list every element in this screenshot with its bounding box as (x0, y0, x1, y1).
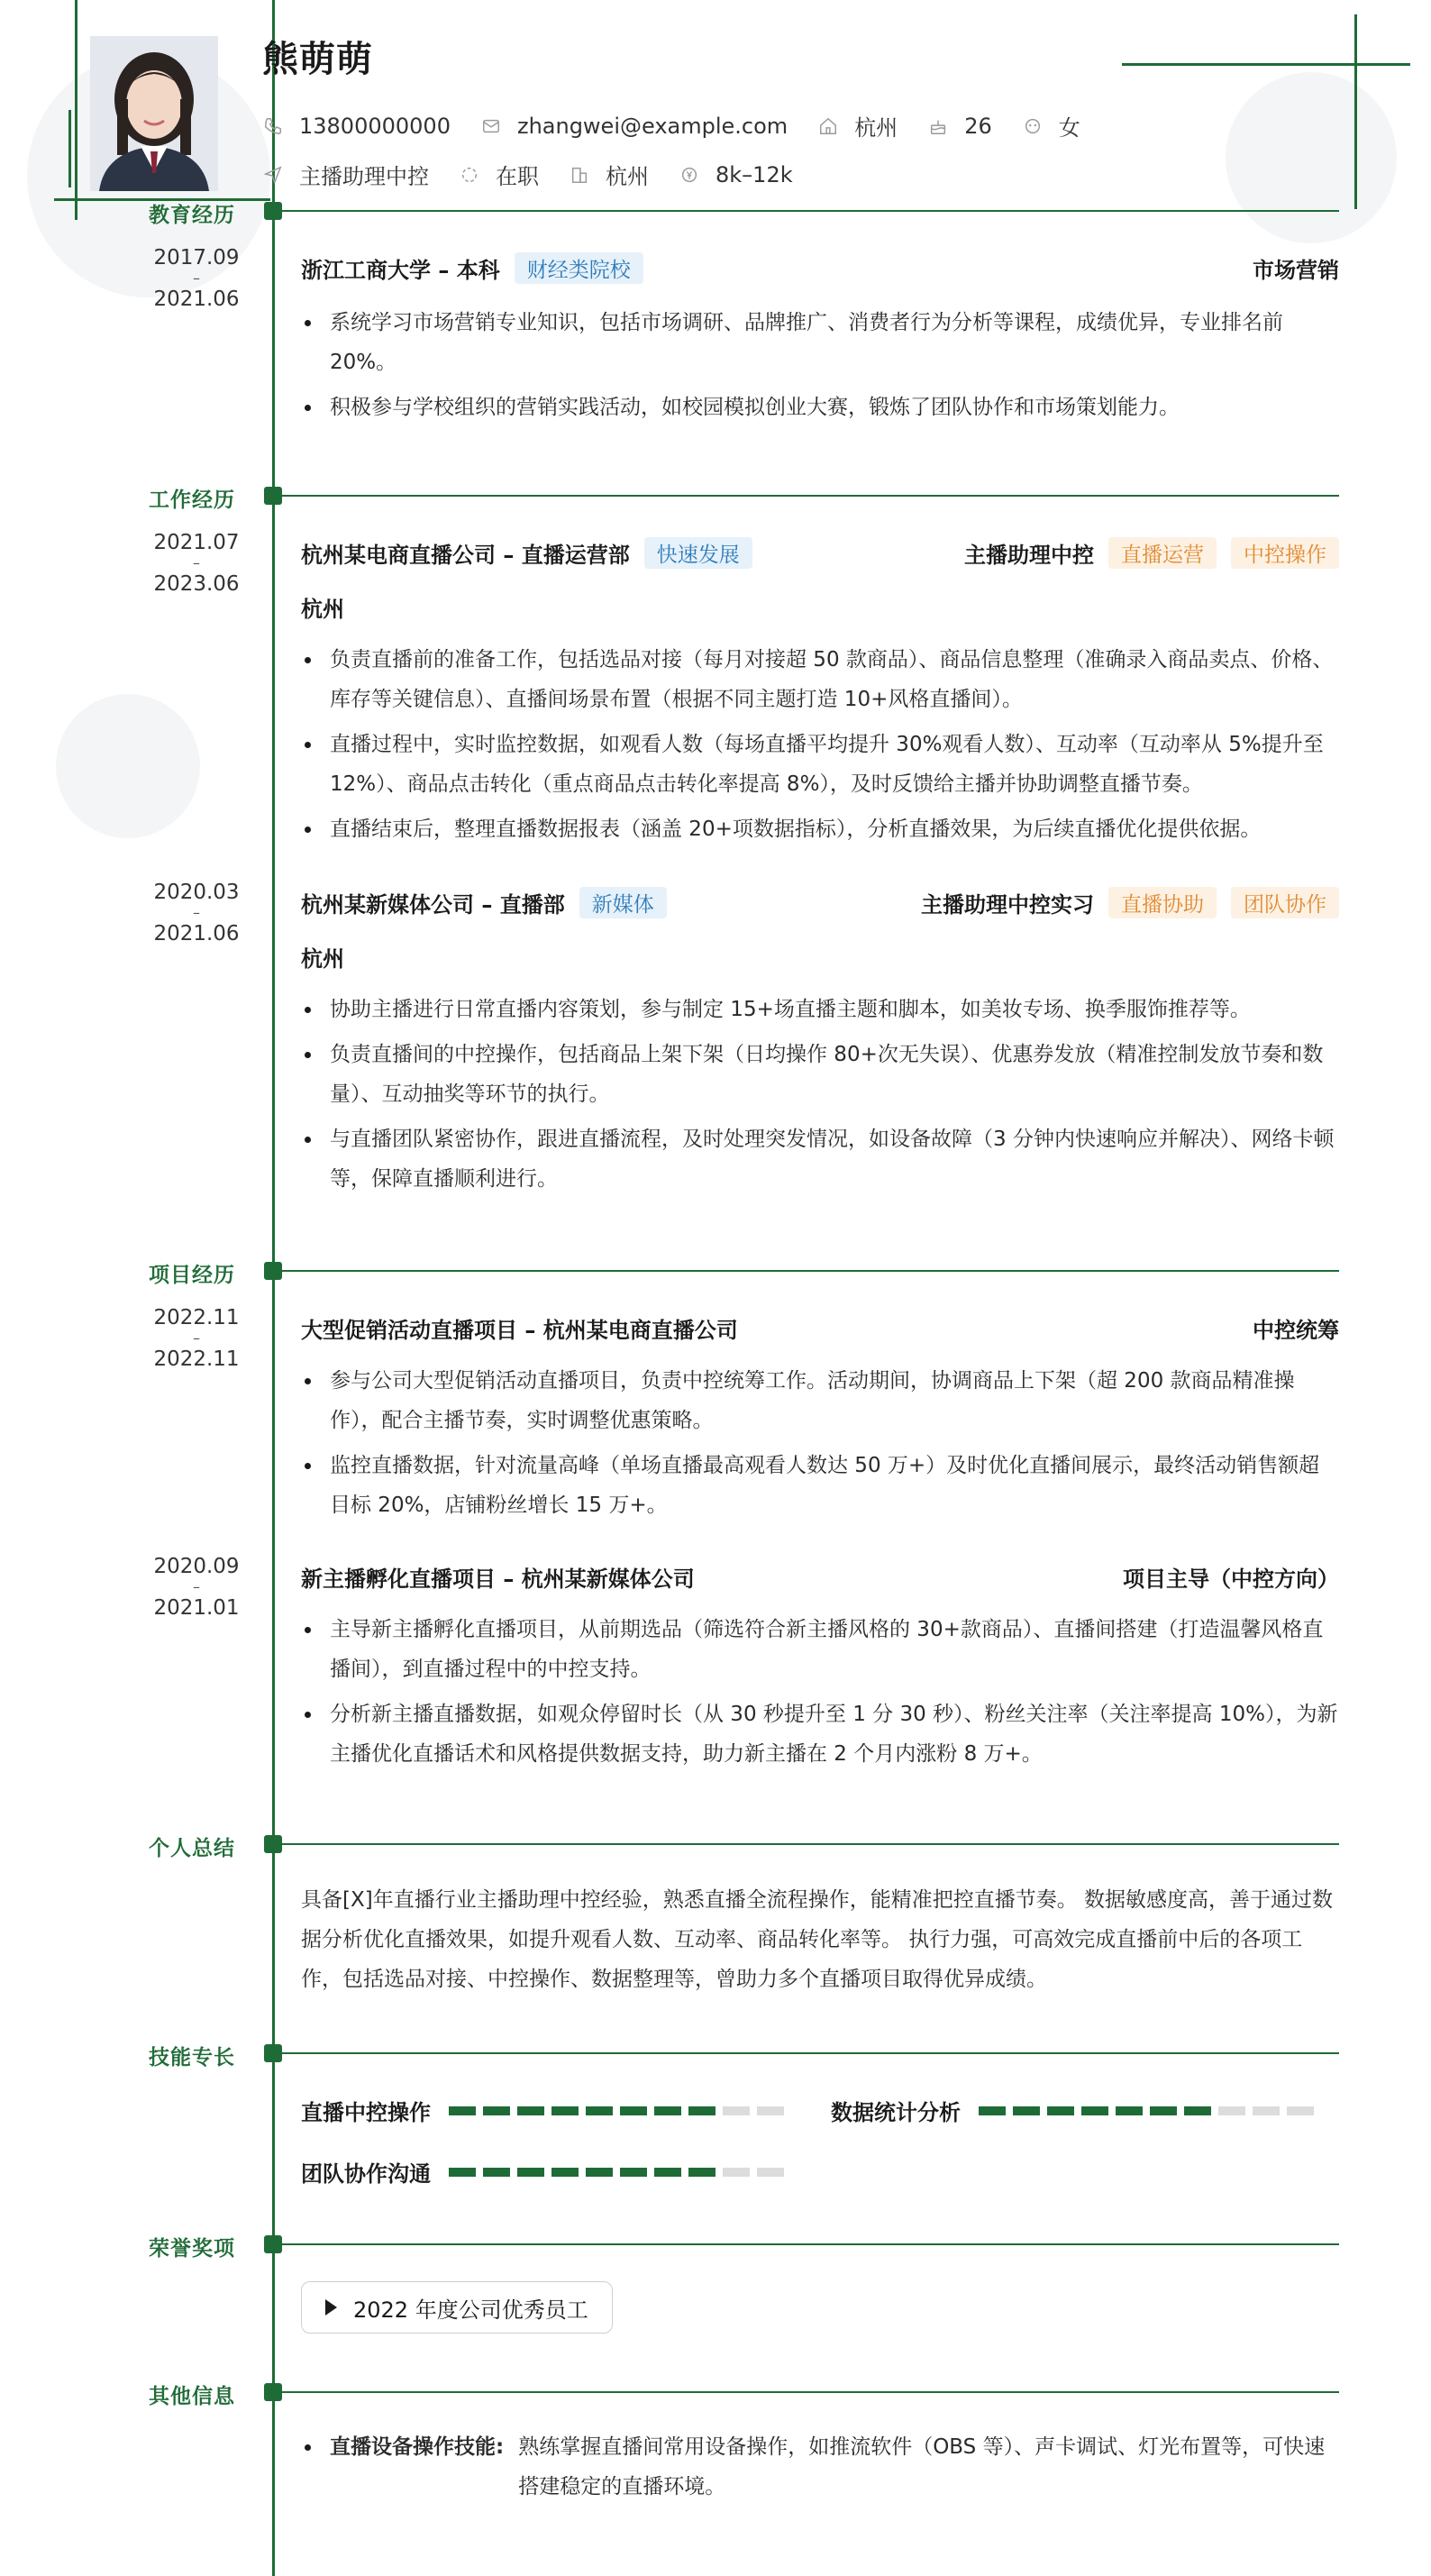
decor-line (1354, 14, 1357, 209)
section-marker (264, 202, 282, 220)
skill-segment (654, 2168, 681, 2177)
phone-item (263, 114, 451, 139)
skill-segment (586, 2106, 613, 2115)
award-item (301, 2281, 613, 2334)
role-tag: 中控操作 (1231, 537, 1339, 569)
project-header (301, 1312, 1339, 1344)
skill-segment (723, 2168, 750, 2177)
status-text: 在职 (496, 164, 539, 189)
school-tag: 财经类院校 (515, 252, 643, 284)
list-item: 监控直播数据，针对流量高峰（单场直播最高观看人数达 50 万+）及时优化直播间展示，最终活动销售额超目标 20%，店铺粉丝增长 15 万+。 (301, 1446, 1339, 1525)
company-tag: 快速发展 (644, 537, 752, 569)
section-divider (282, 1270, 1339, 1272)
job-role: 主播助理中控 (964, 543, 1094, 568)
other-info (301, 2427, 1339, 2507)
skill-item (301, 2095, 791, 2126)
list-item (301, 2427, 1339, 2507)
location-text: 杭州 (854, 115, 898, 141)
section-title-education: 教育经历 (149, 204, 235, 227)
intent-row (263, 159, 824, 190)
decor-line (1122, 63, 1410, 66)
list-item: 直播结束后，整理直播数据报表（涵盖 20+项数据指标），分析直播效果，为后续直播优化提供依据。 (301, 809, 1339, 849)
email-text: zhangwei@example.com (516, 113, 788, 139)
skill-segment (551, 2168, 579, 2177)
skill-segment (586, 2168, 613, 2177)
skill-segment (1287, 2106, 1314, 2115)
play-triangle-icon (325, 2299, 337, 2316)
section-title-other: 其他信息 (149, 2385, 235, 2408)
skill-segment (757, 2168, 784, 2177)
skill-segment (688, 2106, 716, 2115)
skill-segment (723, 2106, 750, 2115)
skill-segment (757, 2106, 784, 2115)
skill-item (831, 2095, 1321, 2126)
skill-segment (449, 2106, 476, 2115)
list-item: 直播过程中，实时监控数据，如观看人数（每场直播平均提升 30%观看人数）、互动率（互动率从 5%提升至 12%）、商品点击转化（重点商品点击转化率提高 8%），及时反馈给主播并协助调整直播节奏。 (301, 725, 1339, 804)
list-item: 参与公司大型促销活动直播项目，负责中控统筹工作。活动期间，协调商品上下架（超 200 款商品精准操作），配合主播节奏，实时调整优惠策略。 (301, 1361, 1339, 1440)
skill-segment (1047, 2106, 1074, 2115)
list-item: 负责直播前的准备工作，包括选品对接（每月对接超 50 款商品）、商品信息整理（准确录入商品卖点、价格、库存等关键信息）、直播间场景布置（根据不同主题打造 10+风格直播间）。 (301, 640, 1339, 719)
job-role: 主播助理中控实习 (921, 892, 1094, 918)
other-value: 熟练掌握直播间常用设备操作，如推流软件（OBS 等）、声卡调试、灯光布置等，可快速搭建稳定的直播环境。 (518, 2435, 1326, 2498)
skill-segment (449, 2168, 476, 2177)
intent-city-text: 杭州 (606, 164, 649, 189)
avatar (90, 36, 218, 191)
skill-segment (483, 2106, 510, 2115)
decor-line (75, 0, 77, 220)
list-item: 积极参与学校组织的营销实践活动，如校园模拟创业大赛，锻炼了团队协作和市场策划能力。 (301, 388, 1339, 427)
section-divider (282, 210, 1339, 212)
education-bullets (301, 303, 1339, 433)
candidate-name: 熊萌萌 (262, 39, 373, 80)
skill-segment (1253, 2106, 1280, 2115)
skill-level-bar (449, 2168, 791, 2177)
skill-segment (979, 2106, 1006, 2115)
section-title-summary: 个人总结 (149, 1837, 235, 1860)
education-date: 2017.09 – 2021.06 (153, 246, 240, 311)
skill-segment (620, 2168, 647, 2177)
section-marker (264, 1262, 282, 1280)
list-item: 主导新主播孵化直播项目，从前期选品（筛选符合新主播风格的 30+款商品）、直播间搭建（打造温馨风格直播间），到直播过程中的中控支持。 (301, 1610, 1339, 1689)
money-icon (679, 165, 699, 185)
status-icon (460, 165, 479, 185)
section-divider (282, 2052, 1339, 2054)
section-marker (264, 487, 282, 505)
home-icon (818, 116, 838, 136)
section-title-skills: 技能专长 (149, 2046, 235, 2069)
section-divider (282, 2391, 1339, 2393)
company-name: 杭州某新媒体公司 – 直播部 (301, 892, 565, 918)
company-name: 杭州某电商直播公司 – 直播运营部 (301, 543, 630, 568)
skill-segment (1116, 2106, 1143, 2115)
salary-text: 8k–12k (716, 161, 793, 187)
decor-circle (1226, 72, 1397, 243)
summary-text: 具备[X]年直播行业主播助理中控经验，熟悉直播全流程操作，能精准把控直播节奏。 数据敏感度高，善于通过数据分析优化直播效果，如提升观看人数、互动率、商品转化率等。 执行力强，可高效完成直播前中后的各项工作，包括选品对接、中控操作、数据整理等，曾助力多个直播项目取得优异成绩。 (301, 1888, 1334, 1991)
section-title-honors: 荣誉奖项 (149, 2237, 235, 2261)
project-date: 2020.09 – 2021.01 (153, 1555, 240, 1620)
project-header (301, 1561, 1339, 1593)
skill-segment (620, 2106, 647, 2115)
skill-item (301, 2156, 791, 2188)
decor-circle (56, 694, 200, 838)
work-date: 2021.07 – 2023.06 (153, 531, 240, 596)
decor-line (68, 110, 71, 187)
skill-segment (1013, 2106, 1040, 2115)
skill-segment (654, 2106, 681, 2115)
skill-segment (1218, 2106, 1245, 2115)
work-bullets (301, 640, 1339, 854)
send-icon (263, 165, 283, 185)
age-item (928, 114, 992, 139)
role-tag: 团队协作 (1231, 887, 1339, 918)
section-marker (264, 2383, 282, 2401)
project-bullets (301, 1610, 1339, 1779)
project-title: 大型促销活动直播项目 – 杭州某电商直播公司 (301, 1318, 738, 1343)
role-tag: 直播协助 (1108, 887, 1217, 918)
section-title-work: 工作经历 (149, 489, 235, 512)
timeline-line (272, 0, 275, 2576)
building-icon (570, 165, 589, 185)
skill-segment (1184, 2106, 1211, 2115)
work-bullets (301, 990, 1339, 1204)
major: 市场营销 (1253, 258, 1339, 283)
intent-city-item (570, 159, 649, 190)
project-date: 2022.11 – 2022.11 (153, 1306, 240, 1371)
section-divider (282, 2243, 1339, 2245)
role-tag: 直播运营 (1108, 537, 1217, 569)
skill-segment (483, 2168, 510, 2177)
section-marker (264, 2235, 282, 2253)
mail-icon (481, 116, 501, 136)
list-item: 协助主播进行日常直播内容策划，参与制定 15+场直播主题和脚本，如美妆专场、换季服饰推荐等。 (301, 990, 1339, 1029)
work-date: 2020.03 – 2021.06 (153, 881, 240, 945)
education-header (301, 252, 1339, 284)
list-item: 分析新主播直播数据，如观众停留时长（从 30 秒提升至 1 分 30 秒）、粉丝关注率（关注率提高 10%），为新主播优化直播话术和风格提供数据支持，助力新主播在 2 个月内涨粉 8 万+。 (301, 1694, 1339, 1774)
work-city: 杭州 (301, 597, 344, 622)
skill-segment (517, 2168, 544, 2177)
salary-item (679, 162, 793, 187)
school-name: 浙江工商大学 – 本科 (301, 258, 500, 283)
age-text: 26 (964, 113, 992, 139)
cake-icon (928, 116, 948, 136)
company-tag: 新媒体 (579, 887, 667, 918)
gender-icon (1023, 116, 1043, 136)
skill-segment (1081, 2106, 1108, 2115)
work-city: 杭州 (301, 946, 344, 972)
phone-text: 13800000000 (299, 113, 451, 139)
work-header (301, 537, 1339, 569)
gender-item (1023, 110, 1080, 142)
list-item: 系统学习市场营销专业知识，包括市场调研、品牌推广、消费者行为分析等课程，成绩优异，专业排名前 20%。 (301, 303, 1339, 382)
intent-job-item (263, 159, 429, 190)
skill-name: 数据统计分析 (831, 2100, 961, 2125)
contact-row (263, 110, 1111, 142)
section-marker (264, 1835, 282, 1853)
location-item (818, 110, 898, 142)
project-role: 中控统筹 (1253, 1318, 1339, 1343)
other-key: 直播设备操作技能: (330, 2435, 505, 2459)
gender-text: 女 (1058, 115, 1080, 141)
project-title: 新主播孵化直播项目 – 杭州某新媒体公司 (301, 1567, 695, 1592)
intent-job-text: 主播助理中控 (299, 164, 429, 189)
skill-name: 团队协作沟通 (301, 2161, 431, 2187)
skill-segment (1150, 2106, 1177, 2115)
section-divider (282, 1843, 1339, 1845)
email-item (481, 114, 788, 139)
skill-segment (551, 2106, 579, 2115)
list-item: 负责直播间的中控操作，包括商品上架下架（日均操作 80+次无失误）、优惠券发放（精准控制发放节奏和数量）、互动抽奖等环节的执行。 (301, 1035, 1339, 1114)
phone-icon (263, 116, 283, 136)
section-marker (264, 2044, 282, 2062)
skill-segment (517, 2106, 544, 2115)
project-role: 项目主导（中控方向） (1123, 1567, 1339, 1592)
skill-name: 直播中控操作 (301, 2100, 431, 2125)
award-text: 2022 年度公司优秀员工 (353, 2297, 588, 2323)
project-bullets (301, 1361, 1339, 1530)
work-header (301, 887, 1339, 918)
skill-level-bar (979, 2106, 1321, 2115)
list-item: 与直播团队紧密协作，跟进直播流程，及时处理突发情况，如设备故障（3 分钟内快速响应并解决）、网络卡顿等，保障直播顺利进行。 (301, 1119, 1339, 1199)
section-divider (282, 495, 1339, 497)
status-item (460, 159, 539, 190)
section-title-project: 项目经历 (149, 1264, 235, 1287)
skill-segment (688, 2168, 716, 2177)
skill-level-bar (449, 2106, 791, 2115)
